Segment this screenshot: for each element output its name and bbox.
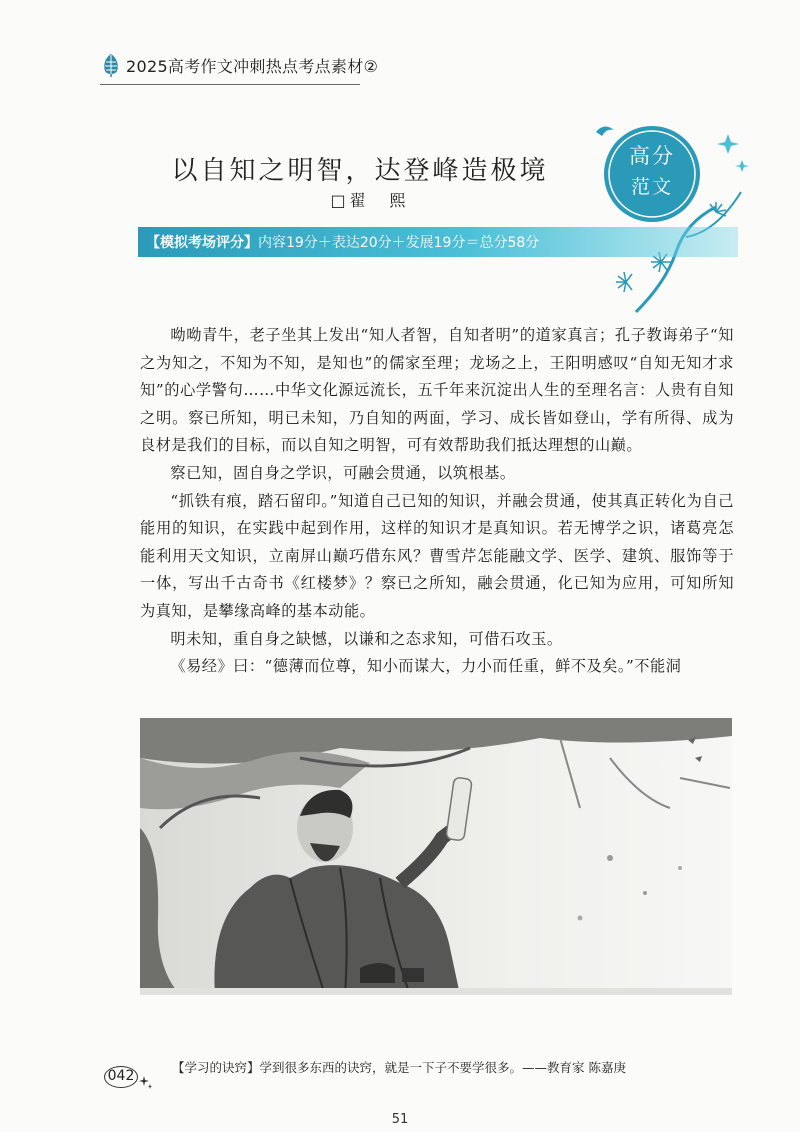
badge-line-2: 范文 xyxy=(630,176,673,198)
paragraph: “抓铁有痕，踏石留印。”知道自己已知的知识，并融会贯通，使其真正转化为自己能用的知识，在实践中起到作用，这样的知识才是真知识。若无博学之识，诸葛亮怎能利用天文知识，立南屏山巅巧借东风？曹雪芹怎能融文学、医学、建筑、服饰等于一体，写出千古奇书《红楼梦》？察已之所知，融会贯通，化已知为应用，可知所知为真知，是攀缘高峰的基本动能。 xyxy=(140,491,734,620)
score-label: 【模拟考场评分】 xyxy=(146,235,258,251)
paragraph: 明未知，重自身之缺憾，以谦和之态求知，可借石攻玉。 xyxy=(170,629,563,648)
footer-quote: 【学习的诀窍】学到很多东西的诀窍，就是一下子不要学很多。——教育家 陈嘉庚 xyxy=(172,1060,626,1075)
header-title: 2025高考作文冲刺热点考点素材② xyxy=(126,56,379,76)
score-breakdown: 内容19分＋表达20分＋发展19分＝总分58分 xyxy=(258,235,540,251)
ink-painting-illustration xyxy=(140,718,732,995)
scholar-painting-image xyxy=(140,718,732,995)
badge-line-1: 高分 xyxy=(629,144,675,168)
paragraph: 《易经》曰：“德薄而位尊，知小而谋大，力小而任重，鲜不及矣。”不能洞 xyxy=(170,657,682,676)
article-body xyxy=(140,322,734,681)
article-title: 以自知之明智，达登峰造极境 xyxy=(171,156,549,186)
pinecone-icon xyxy=(100,52,122,78)
sparkle-icon xyxy=(138,1074,154,1090)
paragraph: 呦呦青牛，老子坐其上发出“知人者智，自知者明”的道家真言；孔子教诲弟子“知之为知之，不知为不知，是知也”的儒家至理；龙场之上，王阳明感叹“自知无知才求知”的心学警句……中华文化源远流长，五千年来沉淀出人生的至理名言：人贵有自知之明。察已所知，明已未知，乃自知的两面，学习、成长皆如登山，学有所得、成为良材是我们的目标，而以自知之明智，可有效帮助我们抵达理想的山巅。 xyxy=(140,326,734,455)
article-author: □翟 熙 xyxy=(330,191,410,210)
paragraph: 察已知，固自身之学识，可融会贯通，以筑根基。 xyxy=(170,463,516,482)
score-banner xyxy=(138,227,738,257)
header-divider xyxy=(100,84,360,85)
scan-page-number: 51 xyxy=(391,1112,409,1127)
page-number-badge: 042 xyxy=(104,1066,138,1088)
running-header xyxy=(100,52,378,78)
